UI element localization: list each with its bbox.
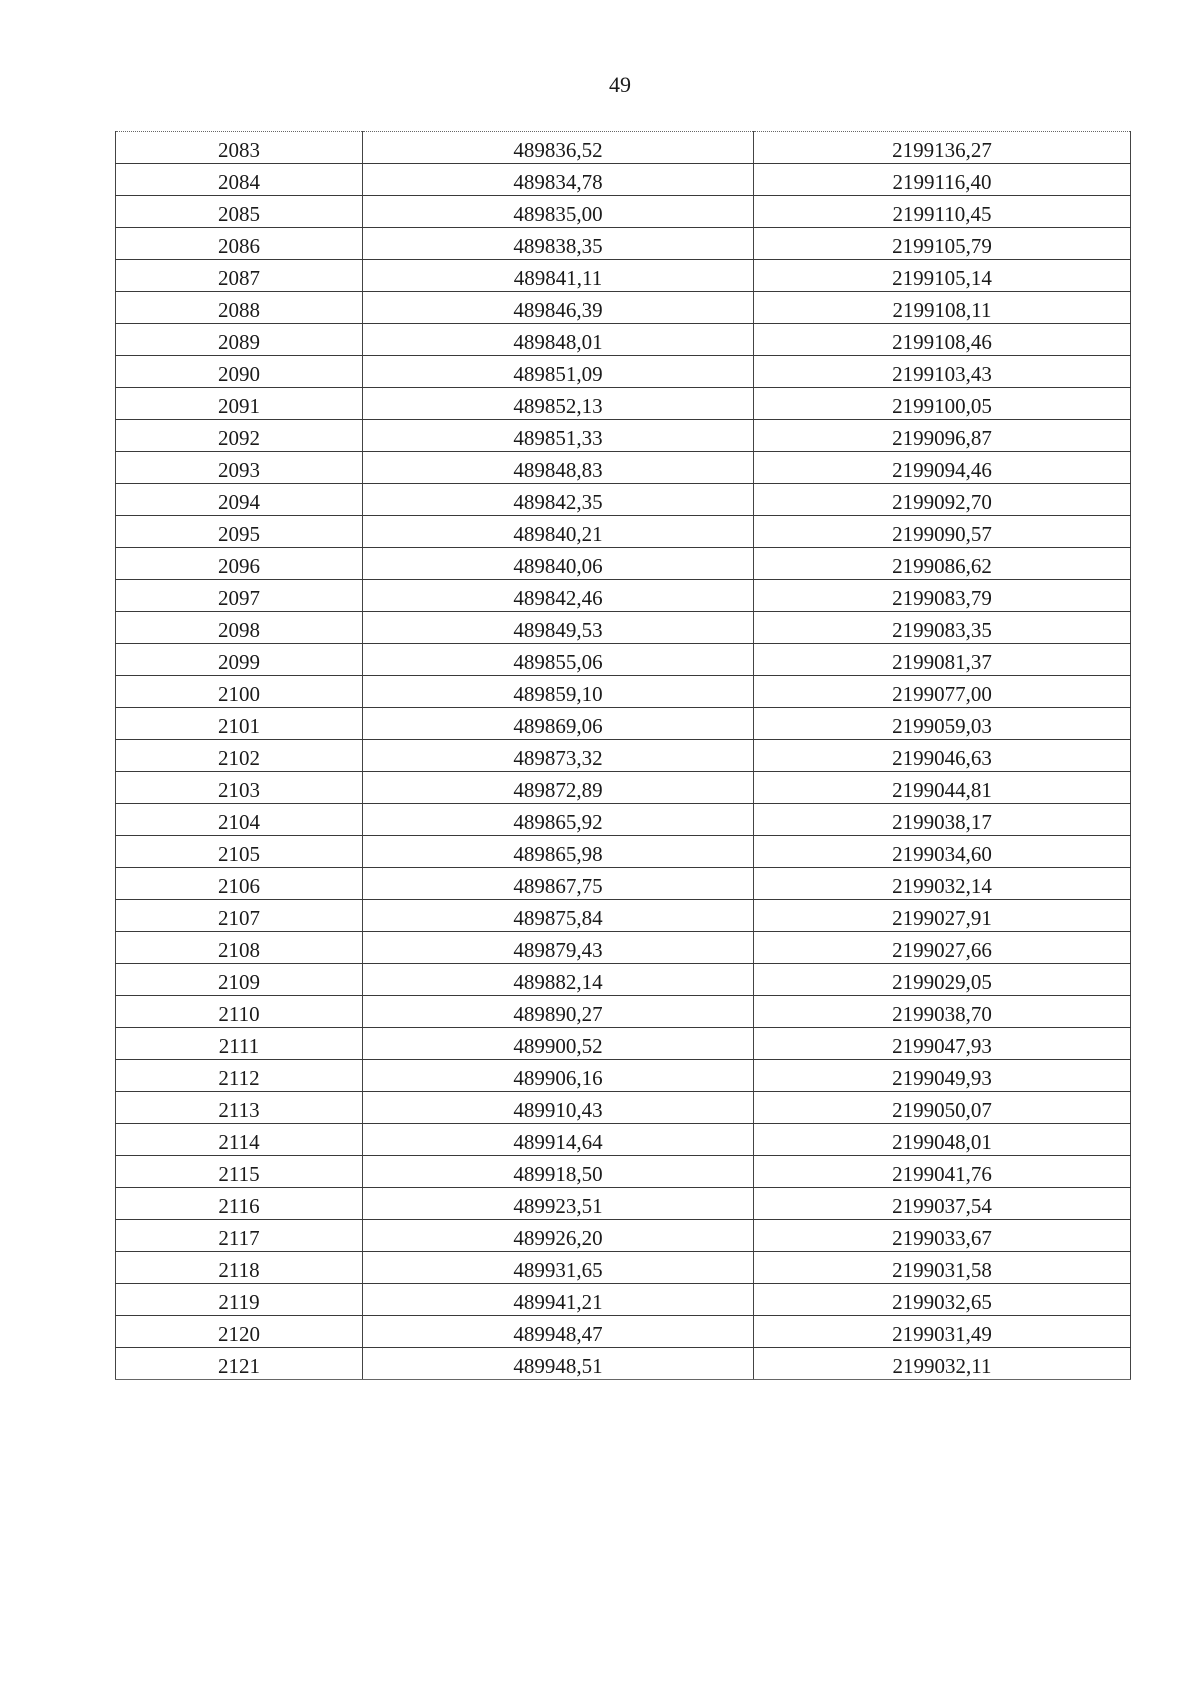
x-coordinate-cell: 489869,06 bbox=[363, 708, 754, 740]
point-number-cell: 2092 bbox=[116, 420, 363, 452]
x-coordinate-cell: 489882,14 bbox=[363, 964, 754, 996]
x-coordinate-cell: 489852,13 bbox=[363, 388, 754, 420]
point-number-cell: 2117 bbox=[116, 1220, 363, 1252]
y-coordinate-cell: 2199038,70 bbox=[754, 996, 1131, 1028]
x-coordinate-cell: 489840,06 bbox=[363, 548, 754, 580]
y-coordinate-cell: 2199037,54 bbox=[754, 1188, 1131, 1220]
table-row bbox=[116, 356, 1131, 388]
point-number-cell: 2110 bbox=[116, 996, 363, 1028]
table-row bbox=[116, 612, 1131, 644]
x-coordinate-cell: 489931,65 bbox=[363, 1252, 754, 1284]
y-coordinate-cell: 2199108,46 bbox=[754, 324, 1131, 356]
x-coordinate-cell: 489840,21 bbox=[363, 516, 754, 548]
point-number-cell: 2111 bbox=[116, 1028, 363, 1060]
table-row bbox=[116, 804, 1131, 836]
table-row bbox=[116, 324, 1131, 356]
y-coordinate-cell: 2199059,03 bbox=[754, 708, 1131, 740]
point-number-cell: 2114 bbox=[116, 1124, 363, 1156]
x-coordinate-cell: 489872,89 bbox=[363, 772, 754, 804]
table-row bbox=[116, 964, 1131, 996]
y-coordinate-cell: 2199050,07 bbox=[754, 1092, 1131, 1124]
y-coordinate-cell: 2199041,76 bbox=[754, 1156, 1131, 1188]
point-number-cell: 2097 bbox=[116, 580, 363, 612]
table-row bbox=[116, 1188, 1131, 1220]
y-coordinate-cell: 2199032,14 bbox=[754, 868, 1131, 900]
table-row bbox=[116, 1156, 1131, 1188]
point-number-cell: 2094 bbox=[116, 484, 363, 516]
table-row bbox=[116, 708, 1131, 740]
x-coordinate-cell: 489948,51 bbox=[363, 1348, 754, 1380]
point-number-cell: 2108 bbox=[116, 932, 363, 964]
point-number-cell: 2095 bbox=[116, 516, 363, 548]
table-row bbox=[116, 1220, 1131, 1252]
y-coordinate-cell: 2199100,05 bbox=[754, 388, 1131, 420]
y-coordinate-cell: 2199038,17 bbox=[754, 804, 1131, 836]
point-number-cell: 2119 bbox=[116, 1284, 363, 1316]
point-number-cell: 2087 bbox=[116, 260, 363, 292]
table-row bbox=[116, 740, 1131, 772]
point-number-cell: 2104 bbox=[116, 804, 363, 836]
table-row bbox=[116, 1284, 1131, 1316]
y-coordinate-cell: 2199105,14 bbox=[754, 260, 1131, 292]
table-row bbox=[116, 932, 1131, 964]
point-number-cell: 2116 bbox=[116, 1188, 363, 1220]
table-row bbox=[116, 868, 1131, 900]
point-number-cell: 2107 bbox=[116, 900, 363, 932]
y-coordinate-cell: 2199110,45 bbox=[754, 196, 1131, 228]
y-coordinate-cell: 2199033,67 bbox=[754, 1220, 1131, 1252]
point-number-cell: 2120 bbox=[116, 1316, 363, 1348]
point-number-cell: 2089 bbox=[116, 324, 363, 356]
point-number-cell: 2090 bbox=[116, 356, 363, 388]
x-coordinate-cell: 489848,83 bbox=[363, 452, 754, 484]
page-number: 49 bbox=[609, 72, 631, 97]
point-number-cell: 2102 bbox=[116, 740, 363, 772]
point-number-cell: 2106 bbox=[116, 868, 363, 900]
y-coordinate-cell: 2199032,11 bbox=[754, 1348, 1131, 1380]
x-coordinate-cell: 489851,33 bbox=[363, 420, 754, 452]
table-row bbox=[116, 484, 1131, 516]
y-coordinate-cell: 2199034,60 bbox=[754, 836, 1131, 868]
y-coordinate-cell: 2199048,01 bbox=[754, 1124, 1131, 1156]
y-coordinate-cell: 2199105,79 bbox=[754, 228, 1131, 260]
x-coordinate-cell: 489849,53 bbox=[363, 612, 754, 644]
point-number-cell: 2083 bbox=[116, 132, 363, 164]
x-coordinate-cell: 489846,39 bbox=[363, 292, 754, 324]
table-row bbox=[116, 676, 1131, 708]
x-coordinate-cell: 489848,01 bbox=[363, 324, 754, 356]
point-number-cell: 2085 bbox=[116, 196, 363, 228]
table-row bbox=[116, 1124, 1131, 1156]
table-row bbox=[116, 1252, 1131, 1284]
table-row bbox=[116, 1060, 1131, 1092]
table-row bbox=[116, 292, 1131, 324]
point-number-cell: 2086 bbox=[116, 228, 363, 260]
point-number-cell: 2098 bbox=[116, 612, 363, 644]
x-coordinate-cell: 489838,35 bbox=[363, 228, 754, 260]
x-coordinate-cell: 489865,98 bbox=[363, 836, 754, 868]
point-number-cell: 2105 bbox=[116, 836, 363, 868]
point-number-cell: 2118 bbox=[116, 1252, 363, 1284]
table-row bbox=[116, 1316, 1131, 1348]
y-coordinate-cell: 2199092,70 bbox=[754, 484, 1131, 516]
y-coordinate-cell: 2199031,58 bbox=[754, 1252, 1131, 1284]
x-coordinate-cell: 489875,84 bbox=[363, 900, 754, 932]
point-number-cell: 2109 bbox=[116, 964, 363, 996]
table-row bbox=[116, 132, 1131, 164]
y-coordinate-cell: 2199027,66 bbox=[754, 932, 1131, 964]
table-row bbox=[116, 1348, 1131, 1380]
table-row bbox=[116, 996, 1131, 1028]
x-coordinate-cell: 489841,11 bbox=[363, 260, 754, 292]
table-row bbox=[116, 452, 1131, 484]
table-row bbox=[116, 580, 1131, 612]
table-row bbox=[116, 836, 1131, 868]
x-coordinate-cell: 489918,50 bbox=[363, 1156, 754, 1188]
table-row bbox=[116, 388, 1131, 420]
y-coordinate-cell: 2199136,27 bbox=[754, 132, 1131, 164]
table-row bbox=[116, 420, 1131, 452]
x-coordinate-cell: 489851,09 bbox=[363, 356, 754, 388]
table-row bbox=[116, 1092, 1131, 1124]
y-coordinate-cell: 2199031,49 bbox=[754, 1316, 1131, 1348]
y-coordinate-cell: 2199096,87 bbox=[754, 420, 1131, 452]
point-number-cell: 2101 bbox=[116, 708, 363, 740]
y-coordinate-cell: 2199108,11 bbox=[754, 292, 1131, 324]
point-number-cell: 2121 bbox=[116, 1348, 363, 1380]
x-coordinate-cell: 489842,46 bbox=[363, 580, 754, 612]
y-coordinate-cell: 2199032,65 bbox=[754, 1284, 1131, 1316]
table-row bbox=[116, 260, 1131, 292]
y-coordinate-cell: 2199077,00 bbox=[754, 676, 1131, 708]
x-coordinate-cell: 489890,27 bbox=[363, 996, 754, 1028]
y-coordinate-cell: 2199046,63 bbox=[754, 740, 1131, 772]
x-coordinate-cell: 489836,52 bbox=[363, 132, 754, 164]
point-number-cell: 2115 bbox=[116, 1156, 363, 1188]
x-coordinate-cell: 489835,00 bbox=[363, 196, 754, 228]
table-row bbox=[116, 164, 1131, 196]
x-coordinate-cell: 489867,75 bbox=[363, 868, 754, 900]
x-coordinate-cell: 489834,78 bbox=[363, 164, 754, 196]
y-coordinate-cell: 2199116,40 bbox=[754, 164, 1131, 196]
y-coordinate-cell: 2199049,93 bbox=[754, 1060, 1131, 1092]
y-coordinate-cell: 2199083,35 bbox=[754, 612, 1131, 644]
point-number-cell: 2103 bbox=[116, 772, 363, 804]
table-row bbox=[116, 516, 1131, 548]
y-coordinate-cell: 2199094,46 bbox=[754, 452, 1131, 484]
point-number-cell: 2100 bbox=[116, 676, 363, 708]
y-coordinate-cell: 2199090,57 bbox=[754, 516, 1131, 548]
x-coordinate-cell: 489923,51 bbox=[363, 1188, 754, 1220]
x-coordinate-cell: 489879,43 bbox=[363, 932, 754, 964]
y-coordinate-cell: 2199083,79 bbox=[754, 580, 1131, 612]
table-row bbox=[116, 548, 1131, 580]
point-number-cell: 2093 bbox=[116, 452, 363, 484]
point-number-cell: 2084 bbox=[116, 164, 363, 196]
y-coordinate-cell: 2199027,91 bbox=[754, 900, 1131, 932]
y-coordinate-cell: 2199044,81 bbox=[754, 772, 1131, 804]
x-coordinate-cell: 489948,47 bbox=[363, 1316, 754, 1348]
y-coordinate-cell: 2199081,37 bbox=[754, 644, 1131, 676]
x-coordinate-cell: 489865,92 bbox=[363, 804, 754, 836]
y-coordinate-cell: 2199047,93 bbox=[754, 1028, 1131, 1060]
y-coordinate-cell: 2199103,43 bbox=[754, 356, 1131, 388]
x-coordinate-cell: 489914,64 bbox=[363, 1124, 754, 1156]
coordinates-table-body bbox=[116, 132, 1131, 1380]
y-coordinate-cell: 2199029,05 bbox=[754, 964, 1131, 996]
x-coordinate-cell: 489859,10 bbox=[363, 676, 754, 708]
point-number-cell: 2112 bbox=[116, 1060, 363, 1092]
coordinates-table bbox=[115, 131, 1131, 1380]
point-number-cell: 2088 bbox=[116, 292, 363, 324]
x-coordinate-cell: 489842,35 bbox=[363, 484, 754, 516]
x-coordinate-cell: 489855,06 bbox=[363, 644, 754, 676]
x-coordinate-cell: 489900,52 bbox=[363, 1028, 754, 1060]
table-row bbox=[116, 900, 1131, 932]
y-coordinate-cell: 2199086,62 bbox=[754, 548, 1131, 580]
table-row bbox=[116, 644, 1131, 676]
point-number-cell: 2113 bbox=[116, 1092, 363, 1124]
table-row bbox=[116, 772, 1131, 804]
x-coordinate-cell: 489926,20 bbox=[363, 1220, 754, 1252]
x-coordinate-cell: 489941,21 bbox=[363, 1284, 754, 1316]
point-number-cell: 2099 bbox=[116, 644, 363, 676]
point-number-cell: 2096 bbox=[116, 548, 363, 580]
point-number-cell: 2091 bbox=[116, 388, 363, 420]
table-row bbox=[116, 228, 1131, 260]
x-coordinate-cell: 489906,16 bbox=[363, 1060, 754, 1092]
table-row bbox=[116, 196, 1131, 228]
table-row bbox=[116, 1028, 1131, 1060]
x-coordinate-cell: 489910,43 bbox=[363, 1092, 754, 1124]
x-coordinate-cell: 489873,32 bbox=[363, 740, 754, 772]
